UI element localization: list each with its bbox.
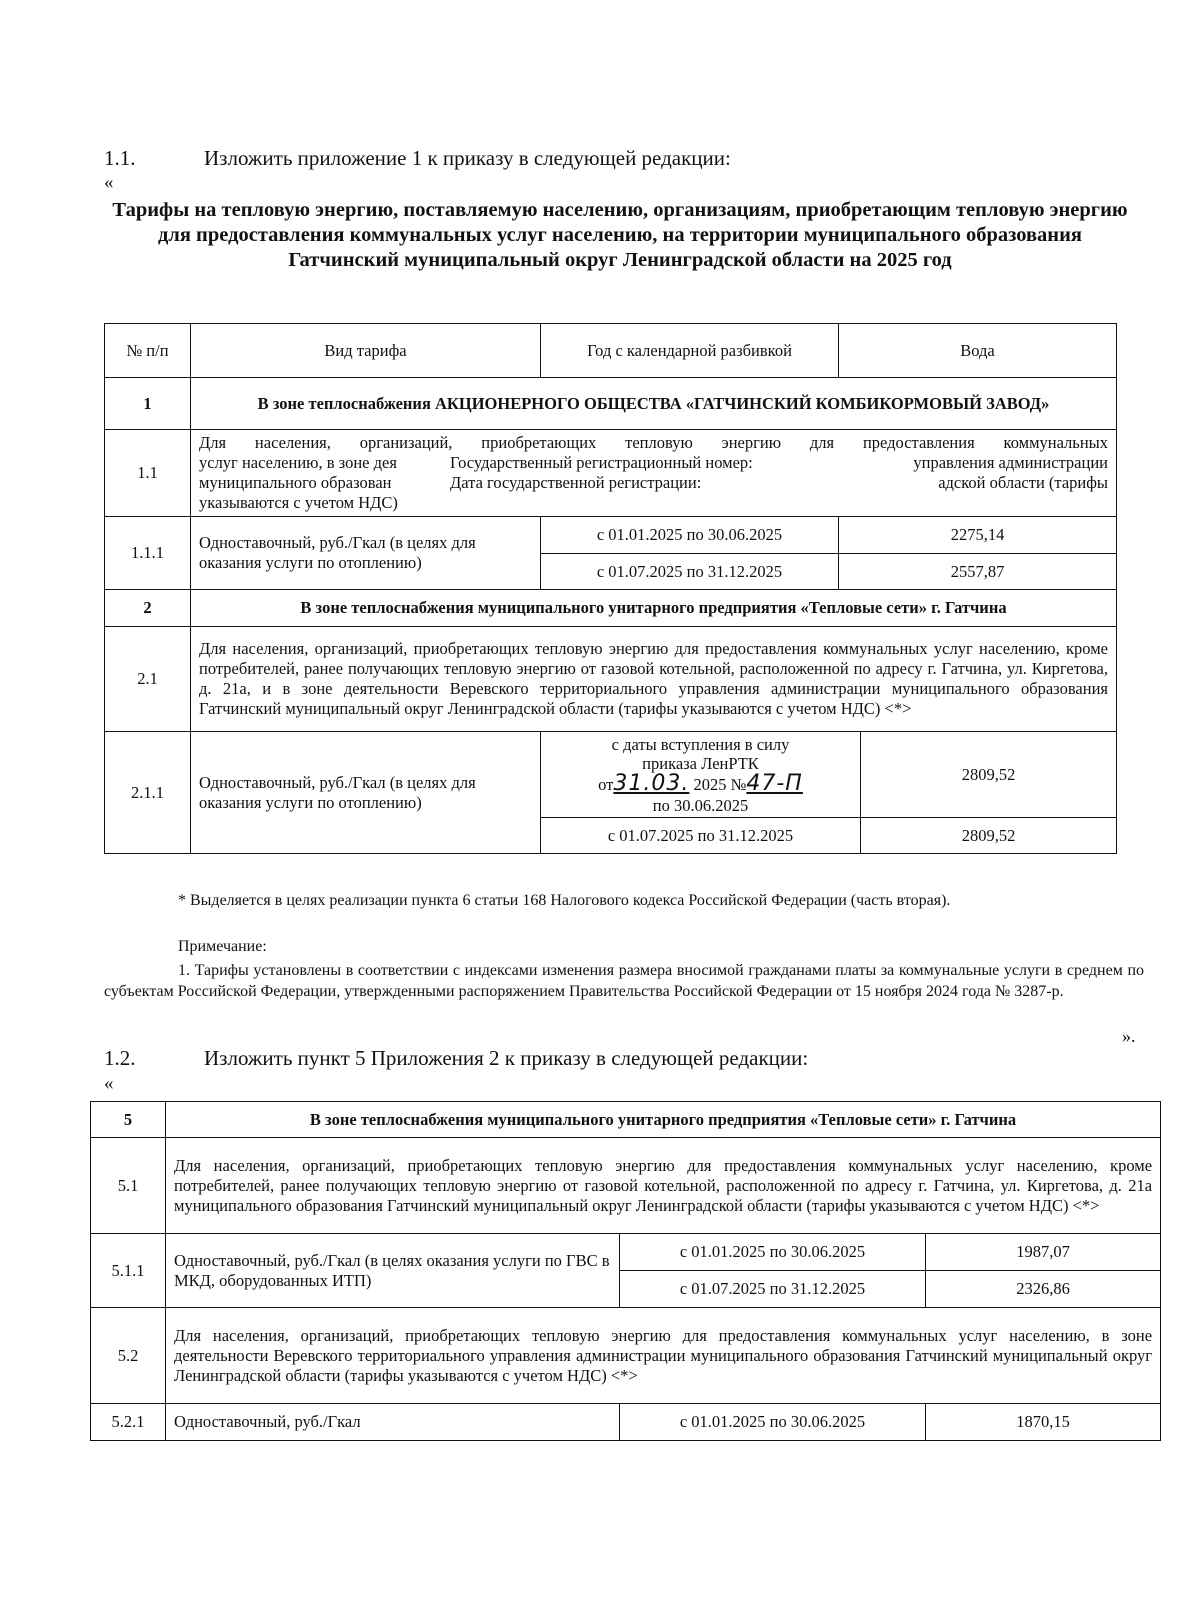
note-label: Примечание: <box>178 938 267 955</box>
consumer-description: Для населения, организаций, приобретающих тепловую энергию для предоставления коммунальных услуг населению, кроме потребителей, ранее получающих тепловую энергию от газовой котельной, расположенной по адресу г. Гатчина, ул. Киргетова, д. 21а, и в зоне деятельности Веревского территориального управления администрации муниципального образования Гатчинский муниципальный округ Ленинградской области (тарифы указываются с учетом НДС) <*> <box>191 627 1117 732</box>
tariff-value: 1870,15 <box>926 1404 1161 1441</box>
period-line: с даты вступления в силу <box>611 734 790 754</box>
zone-row <box>91 1102 1161 1138</box>
description-line: услуг населению, в зоне дея <box>199 453 397 472</box>
consumer-description <box>191 430 1117 517</box>
zone-title: В зоне теплоснабжения муниципального унитарного предприятия «Тепловые сети» г. Гатчина <box>166 1102 1161 1138</box>
table-row <box>105 732 1117 818</box>
period: с 01.01.2025 по 30.06.2025 <box>620 1404 926 1441</box>
table-row <box>91 1138 1161 1234</box>
table-row <box>91 1308 1161 1404</box>
period: с 01.01.2025 по 30.06.2025 <box>620 1234 926 1271</box>
row-number: 5.1 <box>91 1138 166 1234</box>
tariff-type: Одноставочный, руб./Гкал (в целях оказания услуги по ГВС в МКД, оборудованных ИТП) <box>166 1234 620 1308</box>
row-number: 2.1 <box>105 627 191 732</box>
description-line: Для населения, организаций, приобретающих тепловую энергию для предоставления коммунальных <box>199 433 1108 452</box>
zone-title: В зоне теплоснабжения муниципального унитарного предприятия «Тепловые сети» г. Гатчина <box>191 590 1117 627</box>
table-row <box>91 1234 1161 1271</box>
open-quote: « <box>104 172 114 193</box>
section-number: 1.1. <box>104 146 136 170</box>
period: с 01.07.2025 по 31.12.2025 <box>541 554 839 590</box>
registration-number-label: Государственный регистрационный номер: <box>450 453 753 472</box>
table-header-row <box>105 324 1117 378</box>
description-line: адской области (тарифы <box>938 473 1108 492</box>
tariff-value: 2557,87 <box>839 554 1117 590</box>
row-number: 1.1.1 <box>105 517 191 590</box>
row-number: 5.2 <box>91 1308 166 1404</box>
row-number: 1.1 <box>105 430 191 517</box>
section-heading: Изложить приложение 1 к приказу в следующей редакции: <box>204 146 731 170</box>
row-number: 5.1.1 <box>91 1234 166 1308</box>
close-quote: ». <box>1122 1026 1136 1046</box>
period-year: 2025 № <box>693 774 747 794</box>
row-number: 2.1.1 <box>105 732 191 854</box>
note-text: 1. Тарифы установлены в соответствии с индексами изменения размера вносимой гражданами платы за коммунальные услуги в среднем по субъектам Российской Федерации, утвержденными распоряжением Правительства Российской Федерации от 15 ноября 2024 года № 3287-р. <box>104 962 1144 1000</box>
registration-stamp <box>446 453 757 493</box>
zone-row <box>105 378 1117 430</box>
header-period: Год с календарной разбивкой <box>541 324 839 378</box>
tariff-value: 2809,52 <box>861 732 1117 818</box>
tariff-value: 2326,86 <box>926 1271 1161 1308</box>
period-from: от <box>598 774 614 794</box>
zone-number: 2 <box>105 590 191 627</box>
period: с 01.07.2025 по 31.12.2025 <box>541 818 861 854</box>
period: с 01.07.2025 по 31.12.2025 <box>620 1271 926 1308</box>
tariff-table-appendix-2 <box>90 1101 1161 1441</box>
zone-title: В зоне теплоснабжения АКЦИОНЕРНОГО ОБЩЕСТВА «ГАТЧИНСКИЙ КОМБИКОРМОВЫЙ ЗАВОД» <box>191 378 1117 430</box>
document-title: Тарифы на тепловую энергию, поставляемую населению, организациям, приобретающим тепловую энергию для предоставления коммунальных услуг населению, на территории муниципального образования Гатчинский муниципальный округ Ленинградской области на 2025 год <box>112 199 1128 271</box>
tariff-value: 1987,07 <box>926 1234 1161 1271</box>
tariff-table <box>104 323 1117 854</box>
open-quote: « <box>104 1073 114 1094</box>
handwritten-date: 31.03. <box>613 770 690 796</box>
tariff-value: 2809,52 <box>861 818 1117 854</box>
period-line: приказа ЛенРТК <box>642 753 759 773</box>
description-line: указываются с учетом НДС) <box>199 493 398 512</box>
consumer-description: Для населения, организаций, приобретающих тепловую энергию для предоставления коммунальных услуг населению, кроме потребителей, ранее получающих тепловую энергию от газовой котельной, расположенной по адресу г. Гатчина, ул. Киргетова, д. 21а муниципального образования Гатчинский муниципальный округ Ленинградской области (тарифы указываются с учетом НДС) <*> <box>166 1138 1161 1234</box>
consumer-description: Для населения, организаций, приобретающих тепловую энергию для предоставления коммунальных услуг населению, в зоне деятельности Веревского территориального управления администрации муниципального образования Гатчинский муниципальный округ Ленинградской области (тарифы указываются с учетом НДС) <*> <box>166 1308 1161 1404</box>
description-line: муниципального образован <box>199 473 392 492</box>
zone-number: 1 <box>105 378 191 430</box>
header-water: Вода <box>839 324 1117 378</box>
zone-row <box>105 590 1117 627</box>
table-row <box>91 1404 1161 1441</box>
period: с 01.01.2025 по 30.06.2025 <box>541 517 839 554</box>
tariff-type: Одноставочный, руб./Гкал (в целях для оказания услуги по отоплению) <box>191 517 541 590</box>
handwritten-order-number: 47-П <box>746 770 803 796</box>
row-number: 5.2.1 <box>91 1404 166 1441</box>
section-number: 1.2. <box>104 1046 136 1070</box>
period-line: по 30.06.2025 <box>652 795 749 815</box>
tariff-type: Одноставочный, руб./Гкал <box>166 1404 620 1441</box>
tariff-value: 2275,14 <box>839 517 1117 554</box>
registration-date-label: Дата государственной регистрации: <box>450 473 702 492</box>
header-tariff-type: Вид тарифа <box>191 324 541 378</box>
period-from-order <box>541 732 861 818</box>
table-row <box>105 430 1117 517</box>
header-number: № п/п <box>105 324 191 378</box>
table-row <box>105 627 1117 732</box>
tariff-type: Одноставочный, руб./Гкал (в целях для оказания услуги по отоплению) <box>191 732 541 854</box>
table-row <box>105 517 1117 554</box>
zone-number: 5 <box>91 1102 166 1138</box>
footnote: * Выделяется в целях реализации пункта 6 статьи 168 Налогового кодекса Российской Федерации (часть вторая). <box>178 892 951 909</box>
section-heading: Изложить пункт 5 Приложения 2 к приказу в следующей редакции: <box>204 1046 809 1070</box>
description-line: управления администрации <box>913 453 1108 472</box>
